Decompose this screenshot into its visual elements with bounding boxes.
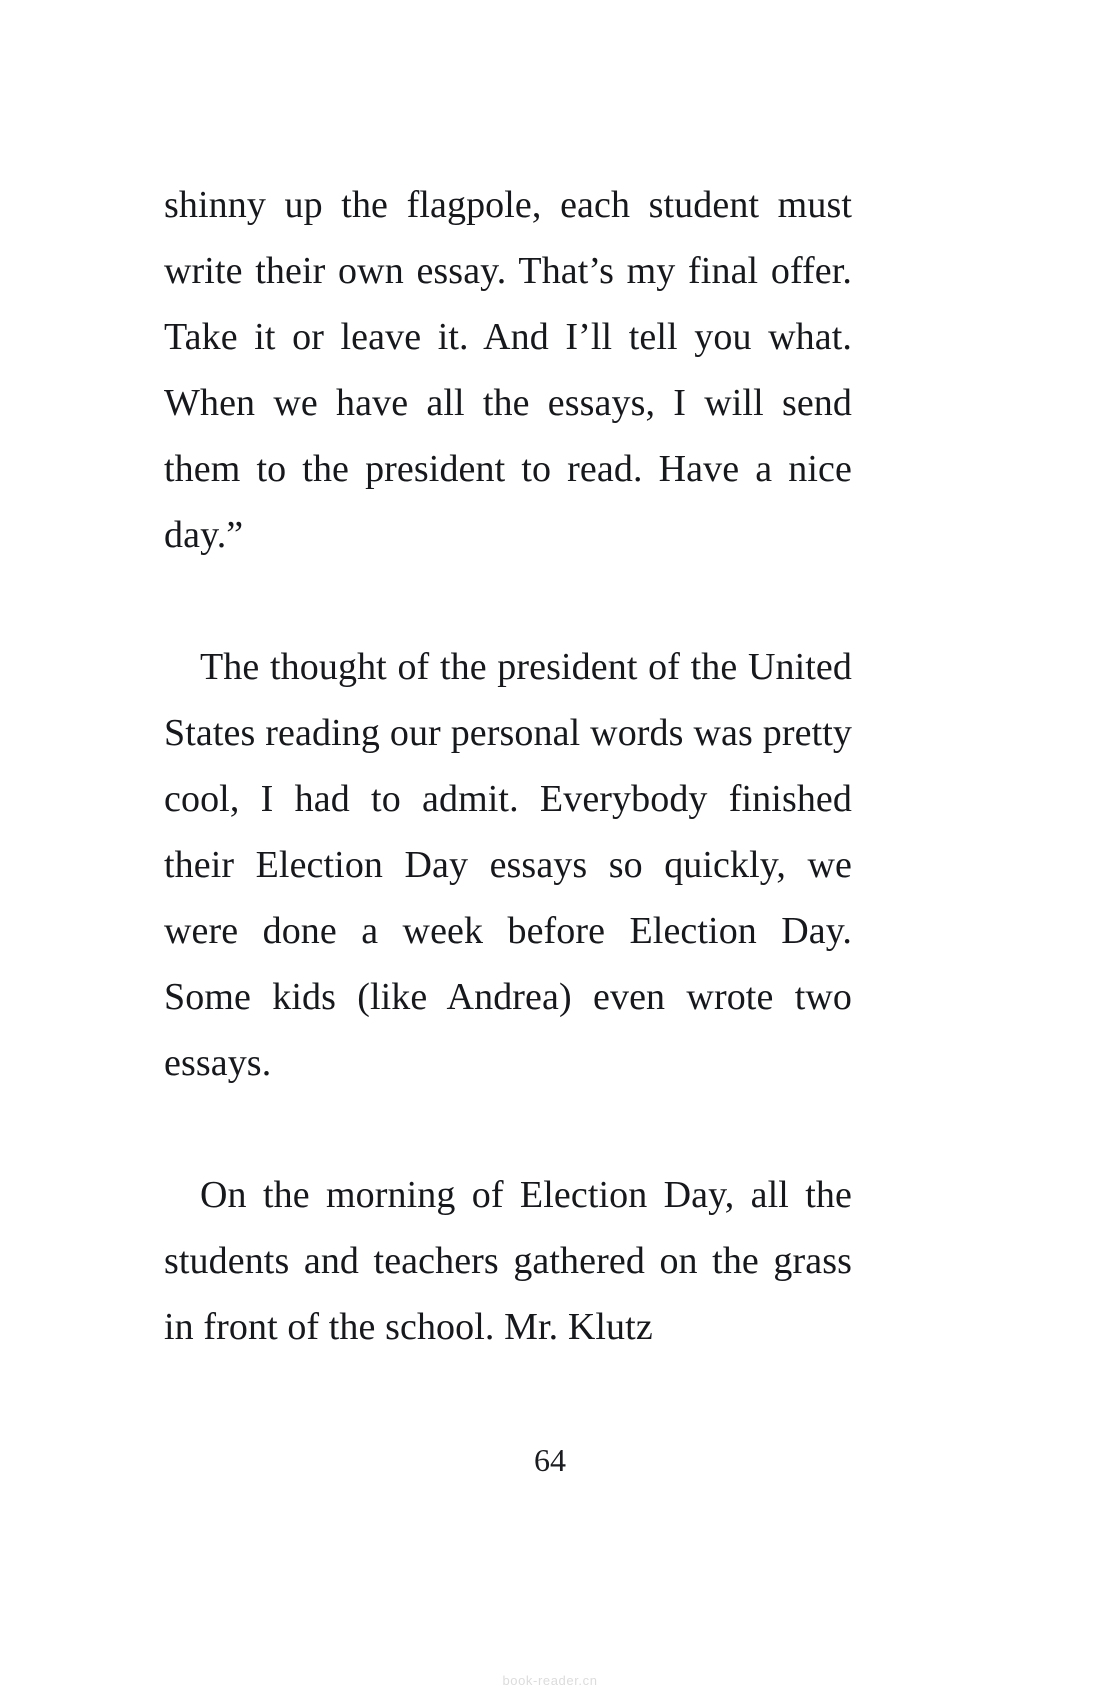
paragraph-continued: shinny up the flagpole, each student must write their own essay. That’s my final offer. Take it or leave it. And I’ll tell you what. When we have all the essays, I will send them to the president to read. Have a nice day.” [164, 184, 852, 556]
watermark: book-reader.cn [502, 1673, 598, 1688]
page-number: 64 [534, 1442, 566, 1478]
page-text-column [164, 172, 852, 1360]
paragraph-election-morning: On the morning of Election Day, all the students and teachers gathered on the grass in front of the school. Mr. Klutz [164, 1174, 852, 1348]
paragraph-thought-of-president: The thought of the president of the United States reading our personal words was pretty cool, I had to admit. Everybody finished their Election Day essays so quickly, we were done a week before Election Day. Some kids (like Andrea) even wrote two essays. [164, 646, 852, 1084]
